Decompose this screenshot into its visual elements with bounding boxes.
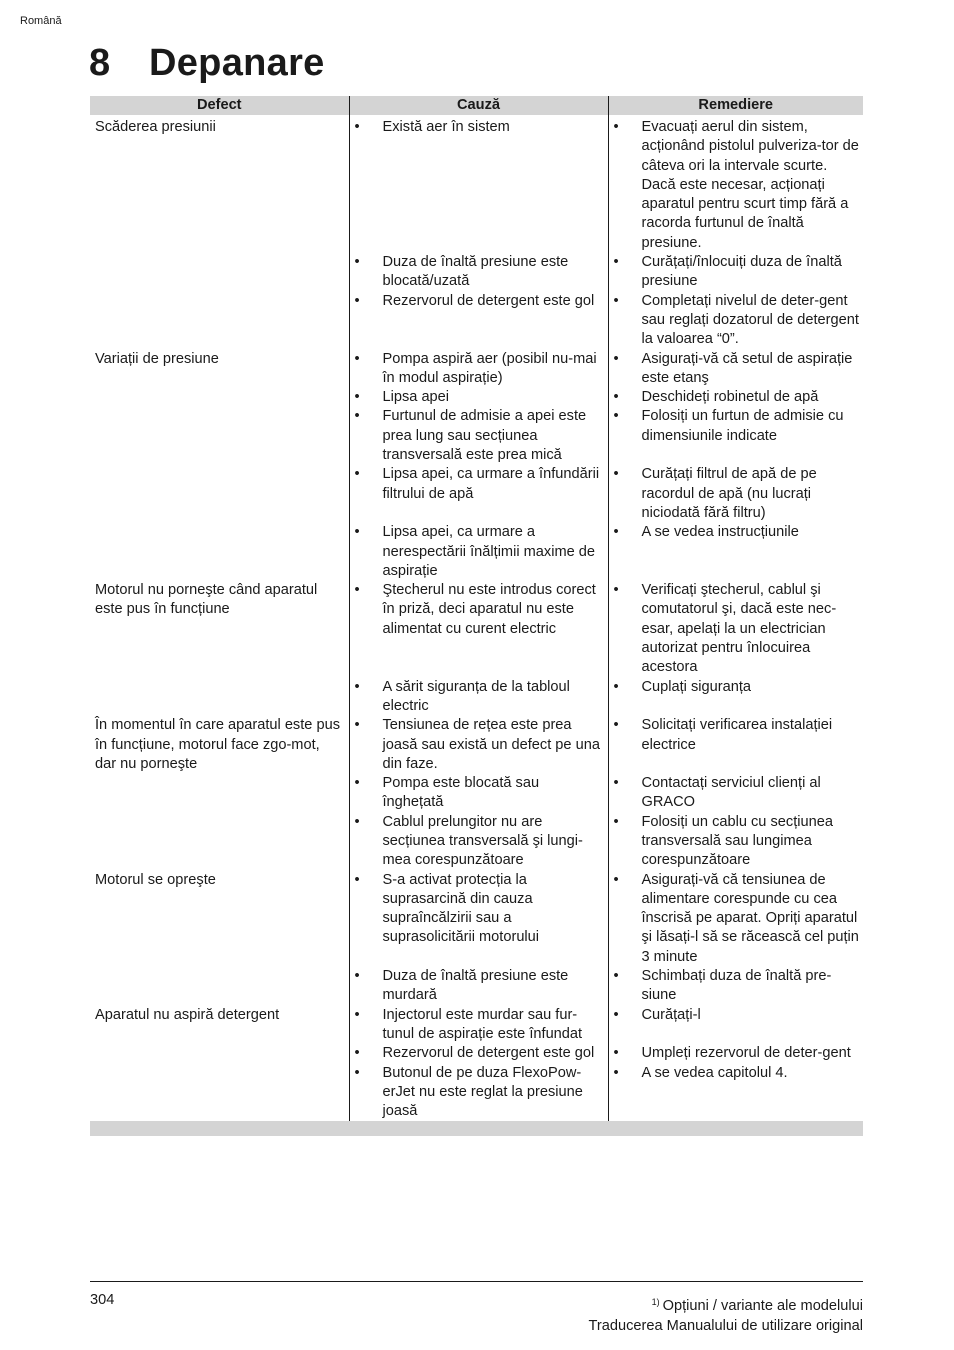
cause-cell bbox=[349, 581, 608, 677]
bullet-icon: • bbox=[354, 524, 360, 541]
bullet-item bbox=[609, 407, 864, 446]
header-cause: Cauză bbox=[349, 96, 608, 115]
table-row bbox=[90, 388, 863, 407]
table-row bbox=[90, 465, 863, 523]
bullet-item bbox=[609, 678, 864, 697]
table-row bbox=[90, 716, 863, 774]
bullet-icon: • bbox=[354, 292, 360, 309]
defect-cell: În momentul în care aparatul este pus în funcțiune, motorul face zgo-mot, dar nu porneşte bbox=[95, 717, 340, 772]
bullet-icon: • bbox=[354, 1045, 360, 1062]
remedy-cell bbox=[608, 292, 863, 350]
remedy-text: Curățați-l bbox=[641, 1006, 701, 1023]
cause-cell bbox=[349, 292, 608, 350]
defect-cell bbox=[90, 388, 349, 407]
defect-cell bbox=[90, 967, 349, 1006]
bullet-icon: • bbox=[613, 582, 619, 599]
cause-cell bbox=[349, 774, 608, 813]
table-row bbox=[90, 967, 863, 1006]
table-footer-bar bbox=[90, 1121, 863, 1136]
bullet-item bbox=[609, 253, 864, 292]
cause-cell bbox=[349, 716, 608, 774]
cause-text: Injectorul este murdar sau fur-tunul de aspirație este înfundat bbox=[382, 1006, 583, 1042]
bullet-item bbox=[350, 465, 608, 504]
bullet-icon: • bbox=[354, 775, 360, 792]
bullet-icon: • bbox=[613, 1064, 619, 1081]
bullet-icon: • bbox=[613, 1006, 619, 1023]
cause-text: Furtunul de admisie a apei este prea lung sau secțiunea transversală este prea mică bbox=[382, 408, 587, 464]
remedy-cell bbox=[608, 115, 863, 253]
cause-text: Tensiunea de rețea este prea joasă sau există un defect pe una din faze. bbox=[382, 717, 600, 772]
bullet-item bbox=[350, 871, 608, 948]
bullet-icon: • bbox=[613, 968, 619, 985]
cause-cell bbox=[349, 813, 608, 871]
bullet-icon: • bbox=[613, 292, 619, 309]
bullet-icon: • bbox=[354, 813, 360, 830]
remedy-text: Umpleți rezervorul de deter-gent bbox=[641, 1045, 851, 1062]
defect-cell bbox=[90, 774, 349, 813]
footnote-text: Opțiuni / variante ale modelului bbox=[662, 1298, 863, 1314]
remedy-cell bbox=[608, 350, 863, 389]
cause-cell bbox=[349, 523, 608, 581]
remedy-cell bbox=[608, 581, 863, 677]
bullet-icon: • bbox=[613, 678, 619, 695]
header-remedy: Remediere bbox=[608, 96, 863, 115]
remedy-text: Folosiți un cablu cu secțiunea transversală sau lungimea corespunzătoare bbox=[641, 813, 833, 869]
bullet-item bbox=[609, 1064, 864, 1083]
table-row bbox=[90, 407, 863, 465]
table-header-row bbox=[90, 96, 863, 115]
defect-cell: Variații de presiune bbox=[95, 350, 219, 367]
bullet-item bbox=[350, 581, 608, 639]
cause-text: Cablul prelungitor nu are secțiunea transversală şi lungi-mea corespunzătoare bbox=[382, 813, 583, 869]
remedy-cell bbox=[608, 678, 863, 717]
bullet-item bbox=[350, 388, 608, 407]
table-row bbox=[90, 678, 863, 717]
bullet-icon: • bbox=[613, 254, 619, 271]
footer-notes bbox=[589, 1292, 863, 1336]
defect-cell bbox=[90, 523, 349, 581]
bullet-item bbox=[609, 292, 864, 350]
bullet-item bbox=[350, 350, 608, 389]
cause-cell bbox=[349, 1006, 608, 1045]
remedy-text: Asigurați-vă că setul de aspirație este etanş bbox=[641, 350, 853, 386]
bullet-item bbox=[609, 967, 864, 1006]
remedy-cell bbox=[608, 967, 863, 1006]
remedy-text: Completați nivelul de deter-gent sau reglați dozatorul de detergent la valoarea “0”. bbox=[641, 292, 859, 348]
table-row bbox=[90, 115, 863, 253]
bullet-item bbox=[609, 388, 864, 407]
cause-text: Lipsa apei, ca urmare a înfundării filtrului de apă bbox=[382, 466, 600, 502]
footer-divider bbox=[90, 1281, 863, 1282]
bullet-icon: • bbox=[613, 871, 619, 888]
cause-text: Pompa este blocată sau înghețată bbox=[382, 775, 540, 811]
cause-text: Rezervorul de detergent este gol bbox=[382, 292, 595, 309]
bullet-icon: • bbox=[354, 350, 360, 367]
remedy-cell bbox=[608, 253, 863, 292]
header-defect: Defect bbox=[90, 96, 349, 115]
bullet-item bbox=[350, 774, 608, 813]
cause-cell bbox=[349, 388, 608, 407]
bullet-icon: • bbox=[613, 1045, 619, 1062]
remedy-text: Deschideți robinetul de apă bbox=[641, 389, 819, 406]
bullet-item bbox=[350, 1044, 608, 1063]
table-row bbox=[90, 1006, 863, 1045]
cause-text: Ştecherul nu este introdus corect în priză, deci aparatul nu este alimentat cu curent electric bbox=[382, 582, 596, 637]
defect-cell: Motorul se opreşte bbox=[95, 871, 216, 888]
troubleshooting-table bbox=[90, 96, 863, 1136]
remedy-text: Verificați ştecherul, cablul şi comutatorul şi, dacă este nec-esar, apelați la un electrician autorizat pentru înlocuirea acestora bbox=[641, 582, 837, 676]
bullet-icon: • bbox=[354, 119, 360, 135]
bullet-item bbox=[609, 523, 864, 542]
remedy-text: Solicitați verificarea instalației electrice bbox=[641, 717, 833, 753]
section-title bbox=[89, 42, 325, 85]
bullet-icon: • bbox=[354, 582, 360, 599]
defect-cell bbox=[90, 1064, 349, 1122]
bullet-icon: • bbox=[613, 408, 619, 425]
cause-text: Lipsa apei bbox=[382, 389, 450, 406]
cause-cell bbox=[349, 253, 608, 292]
cause-cell bbox=[349, 350, 608, 389]
remedy-text: Contactați serviciul clienți al GRACO bbox=[641, 775, 821, 811]
cause-text: Duza de înaltă presiune este blocată/uzată bbox=[382, 254, 569, 290]
bullet-item bbox=[350, 292, 608, 311]
remedy-text: Folosiți un furtun de admisie cu dimensiunile indicate bbox=[641, 408, 844, 444]
table-row bbox=[90, 253, 863, 292]
remedy-text: Asigurați-vă că tensiunea de alimentare corespunde cu cea înscrisă pe aparat. Opriți aparatul şi lăsați-l să se răcească cel puțin 3 minute bbox=[641, 871, 859, 965]
cause-text: Butonul de pe duza FlexoPow-erJet nu este reglat la presiune joasă bbox=[382, 1064, 583, 1120]
remedy-cell bbox=[608, 716, 863, 774]
defect-cell: Aparatul nu aspiră detergent bbox=[95, 1006, 280, 1023]
table-row bbox=[90, 774, 863, 813]
cause-text: A sărit siguranța de la tabloul electric bbox=[382, 678, 570, 714]
table-row bbox=[90, 350, 863, 389]
remedy-cell bbox=[608, 871, 863, 967]
table-row bbox=[90, 292, 863, 350]
remedy-text: Curățați filtrul de apă de pe racordul de apă (nu lucrați niciodată fără filtru) bbox=[641, 466, 817, 521]
defect-cell: Motorul nu porneşte când aparatul este pus în funcțiune bbox=[95, 582, 318, 618]
cause-cell bbox=[349, 407, 608, 465]
bullet-item bbox=[609, 118, 864, 253]
defect-cell bbox=[90, 1044, 349, 1063]
bullet-icon: • bbox=[354, 717, 360, 734]
bullet-icon: • bbox=[613, 524, 619, 541]
cause-cell bbox=[349, 465, 608, 523]
bullet-item bbox=[609, 774, 864, 813]
bullet-icon: • bbox=[354, 871, 360, 888]
bullet-icon: • bbox=[613, 350, 619, 367]
footnote-marker: 1) bbox=[651, 1297, 660, 1307]
remedy-cell bbox=[608, 774, 863, 813]
cause-text: Pompa aspiră aer (posibil nu-mai în modul aspirație) bbox=[382, 350, 597, 386]
table-row bbox=[90, 813, 863, 871]
bullet-item bbox=[350, 523, 608, 581]
bullet-item bbox=[609, 1044, 864, 1063]
bullet-item bbox=[609, 1006, 864, 1025]
bullet-icon: • bbox=[354, 389, 360, 406]
language-label: Română bbox=[20, 15, 62, 27]
defect-cell bbox=[90, 253, 349, 292]
bullet-item bbox=[609, 871, 864, 967]
table-row bbox=[90, 523, 863, 581]
cause-text: Lipsa apei, ca urmare a nerespectării înălțimii maxime de aspirație bbox=[382, 524, 596, 579]
bullet-item bbox=[350, 1064, 608, 1122]
bullet-icon: • bbox=[613, 717, 619, 734]
remedy-cell bbox=[608, 1006, 863, 1045]
defect-cell bbox=[90, 678, 349, 717]
section-title-text: Depanare bbox=[149, 42, 325, 84]
remedy-text: Cuplați siguranța bbox=[641, 678, 752, 695]
remedy-cell bbox=[608, 465, 863, 523]
section-number: 8 bbox=[89, 42, 111, 84]
cause-cell bbox=[349, 678, 608, 717]
bullet-item bbox=[350, 1006, 608, 1045]
remedy-cell bbox=[608, 523, 863, 581]
bullet-item bbox=[609, 716, 864, 755]
cause-cell bbox=[349, 115, 608, 253]
remedy-cell bbox=[608, 388, 863, 407]
table-row bbox=[90, 581, 863, 677]
remedy-cell bbox=[608, 1064, 863, 1122]
remedy-cell bbox=[608, 407, 863, 465]
defect-cell: Scăderea presiunii bbox=[95, 119, 216, 135]
bullet-item bbox=[350, 118, 608, 137]
cause-cell bbox=[349, 967, 608, 1006]
cause-text: Rezervorul de detergent este gol bbox=[382, 1045, 595, 1062]
bullet-icon: • bbox=[354, 408, 360, 425]
remedy-text: A se vedea instrucțiunile bbox=[641, 524, 799, 541]
remedy-cell bbox=[608, 813, 863, 871]
bullet-item bbox=[609, 350, 864, 389]
table-body bbox=[90, 115, 863, 1121]
remedy-text: A se vedea capitolul 4. bbox=[641, 1064, 788, 1081]
remedy-text: Evacuați aerul din sistem, acționând pistolul pulveriza-tor de câteva ori la intervale scurte. Dacă este necesar, acționați aparatul pentru scurt timp fără a racorda furtunul de înaltă presiune. bbox=[641, 119, 859, 251]
table-row bbox=[90, 1064, 863, 1122]
table-row bbox=[90, 1044, 863, 1063]
cause-cell bbox=[349, 871, 608, 967]
bullet-item bbox=[350, 716, 608, 774]
defect-cell bbox=[90, 292, 349, 350]
bullet-item bbox=[350, 678, 608, 717]
bullet-item bbox=[350, 813, 608, 871]
page-number: 304 bbox=[90, 1292, 115, 1308]
bullet-icon: • bbox=[354, 1064, 360, 1081]
bullet-icon: • bbox=[354, 1006, 360, 1023]
bullet-icon: • bbox=[613, 775, 619, 792]
defect-cell bbox=[90, 465, 349, 523]
bullet-item bbox=[609, 813, 864, 871]
defect-cell bbox=[90, 407, 349, 465]
bullet-item bbox=[350, 253, 608, 292]
cause-cell bbox=[349, 1044, 608, 1063]
table-row bbox=[90, 871, 863, 967]
cause-text: Există aer în sistem bbox=[382, 119, 510, 135]
cause-text: Duza de înaltă presiune este murdară bbox=[382, 968, 569, 1004]
bullet-icon: • bbox=[354, 678, 360, 695]
bullet-item bbox=[350, 967, 608, 1006]
bullet-icon: • bbox=[354, 466, 360, 483]
translation-note: Traducerea Manualului de utilizare original bbox=[588, 1318, 863, 1334]
bullet-item bbox=[350, 407, 608, 465]
bullet-item bbox=[609, 581, 864, 677]
bullet-icon: • bbox=[354, 254, 360, 271]
bullet-icon: • bbox=[613, 119, 619, 135]
bullet-icon: • bbox=[354, 968, 360, 985]
remedy-text: Curățați/înlocuiți duza de înaltă presiune bbox=[641, 254, 842, 290]
bullet-icon: • bbox=[613, 466, 619, 483]
defect-cell bbox=[90, 813, 349, 871]
bullet-item bbox=[609, 465, 864, 523]
remedy-text: Schimbați duza de înaltă pre-siune bbox=[641, 968, 832, 1004]
cause-cell bbox=[349, 1064, 608, 1122]
bullet-icon: • bbox=[613, 389, 619, 406]
remedy-cell bbox=[608, 1044, 863, 1063]
bullet-icon: • bbox=[613, 813, 619, 830]
cause-text: S-a activat protecția la suprasarcină din cauza supraîncălzirii sau a suprasolicitării motorului bbox=[382, 871, 540, 946]
